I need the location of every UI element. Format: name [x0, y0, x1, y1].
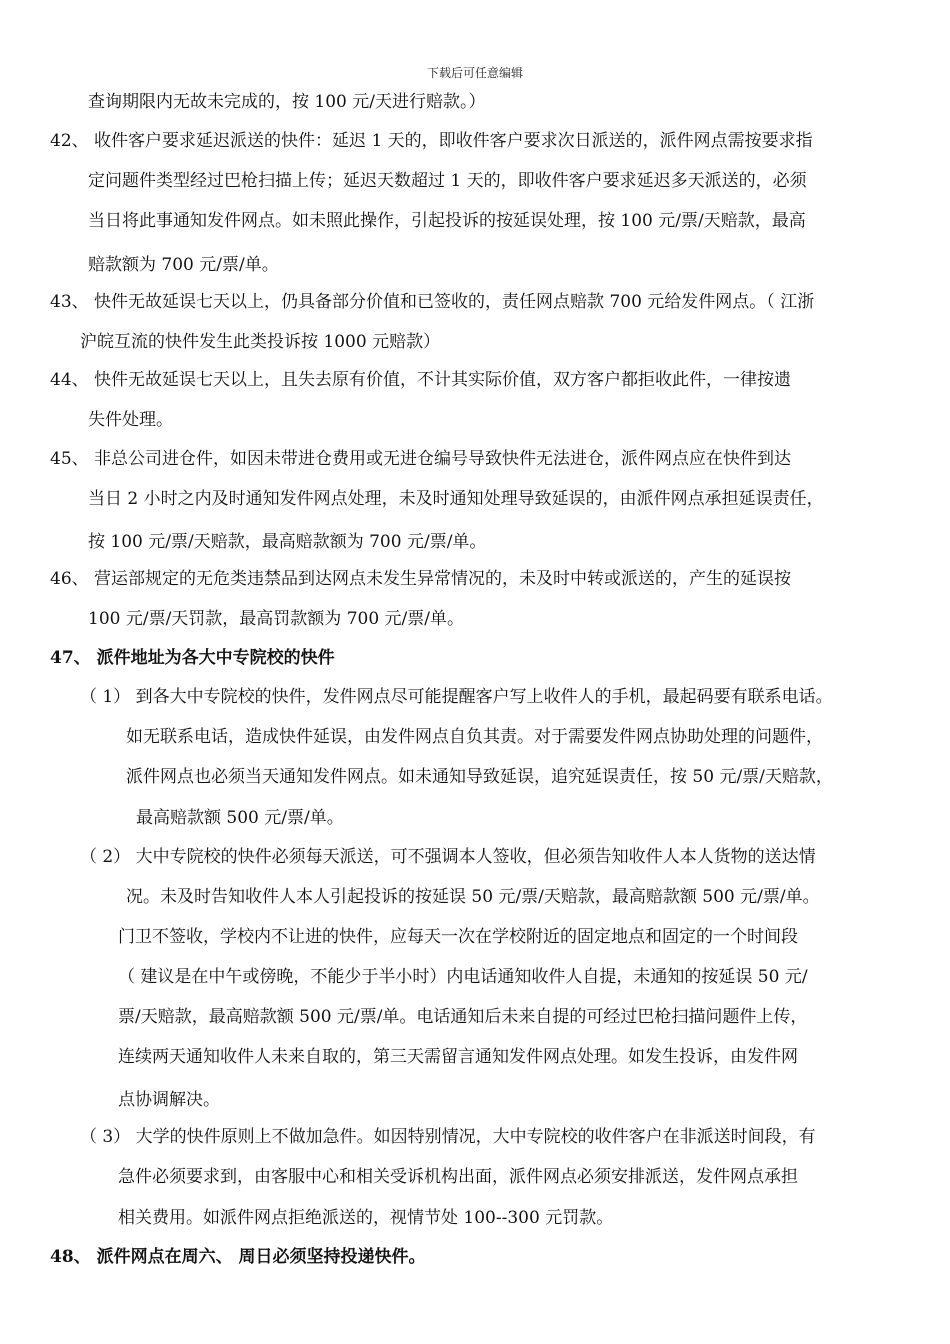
clause-42: 42、 收件客户要求延迟派送的快件：延迟 1 天的，即收件客户要求次日派送的，派件网点需按要求指 [50, 131, 813, 151]
text-line: 况。未及时告知收件人本人引起投诉的按延误 50 元/票/天赔款，最高赔款额 500 元/票/单。 [126, 887, 820, 907]
text-line: 查询期限内无故未完成的，按 100 元/天进行赔款。） [88, 92, 486, 112]
clause-45: 45、 非总公司进仓件，如因未带进仓费用或无进仓编号导致快件无法进仓，派件网点应在快件到达 [50, 449, 792, 469]
text-line: 当日将此事通知发件网点。如未照此操作，引起投诉的按延误处理，按 100 元/票/天赔款，最高 [88, 211, 806, 231]
text-line: 按 100 元/票/天赔款，最高赔款额为 700 元/票/单。 [88, 532, 487, 552]
sub-item-3: （ 3） 大学的快件原则上不做加急件。如因特别情况，大中专院校的收件客户在非派送时间段，有 [80, 1127, 816, 1147]
text-line: 最高赔款额 500 元/票/单。 [136, 808, 344, 828]
text-line: 当日 2 小时之内及时通知发件网点处理，未及时通知处理导致延误的，由派件网点承担延误责任， [88, 489, 824, 509]
text-line: （ 建议是在中午或傍晚，不能少于半小时）内电话通知收件人自提，未通知的按延误 50 元/ [118, 967, 808, 987]
text-line: 急件必须要求到，由客服中心和相关受诉机构出面，派件网点必须安排派送，发件网点承担 [118, 1167, 798, 1187]
text-line: 定问题件类型经过巴枪扫描上传；延迟天数超过 1 天的，即收件客户要求延迟多天派送的，必须 [88, 171, 807, 191]
text-line: 票/天赔款，最高赔款额 500 元/票/单。电话通知后未来自提的可经过巴枪扫描问题件上传， [118, 1007, 808, 1027]
clause-47-heading: 47、 派件地址为各大中专院校的快件 [50, 648, 335, 668]
sub-item-1: （ 1） 到各大中专院校的快件，发件网点尽可能提醒客户写上收件人的手机，最起码要有联系电话。 [80, 687, 833, 707]
text-line: 点协调解决。 [118, 1090, 220, 1110]
text-line: 连续两天通知收件人未来自取的，第三天需留言通知发件网点处理。如发生投诉，由发件网 [118, 1047, 798, 1067]
text-line: 赔款额为 700 元/票/单。 [88, 255, 279, 275]
text-line: 如无联系电话，造成快件延误，由发件网点自负其责。对于需要发件网点协助处理的问题件， [126, 727, 823, 747]
clause-46: 46、 营运部规定的无危类违禁品到达网点未发生异常情况的，未及时中转或派送的，产生的延误按 [50, 569, 792, 589]
text-line: 派件网点也必须当天通知发件网点。如未通知导致延误，追究延误责任，按 50 元/票/天赔款， [126, 767, 833, 787]
sub-item-2: （ 2） 大中专院校的快件必须每天派送，可不强调本人签收，但必须告知收件人本人货物的送达情 [80, 847, 816, 867]
text-line: 失件处理。 [88, 410, 173, 430]
text-line: 相关费用。如派件网点拒绝派送的，视情节处 100--300 元罚款。 [118, 1208, 614, 1228]
text-line: 门卫不签收，学校内不让进的快件，应每天一次在学校附近的固定地点和固定的一个时间段 [118, 927, 798, 947]
clause-43: 43、 快件无故延误七天以上，仍具备部分价值和已签收的，责任网点赔款 700 元给发件网点。（ 江浙 [50, 292, 815, 312]
text-line: 100 元/票/天罚款，最高罚款额为 700 元/票/单。 [88, 609, 465, 629]
page-header: 下载后可任意编辑 [426, 66, 523, 80]
clause-48-heading: 48、 派件网点在周六、 周日必须坚持投递快件。 [50, 1247, 426, 1267]
text-line: 沪皖互流的快件发生此类投诉按 1000 元赔款） [80, 332, 441, 352]
clause-44: 44、 快件无故延误七天以上，且失去原有价值，不计其实际价值，双方客户都拒收此件，一律按遗 [50, 370, 792, 390]
